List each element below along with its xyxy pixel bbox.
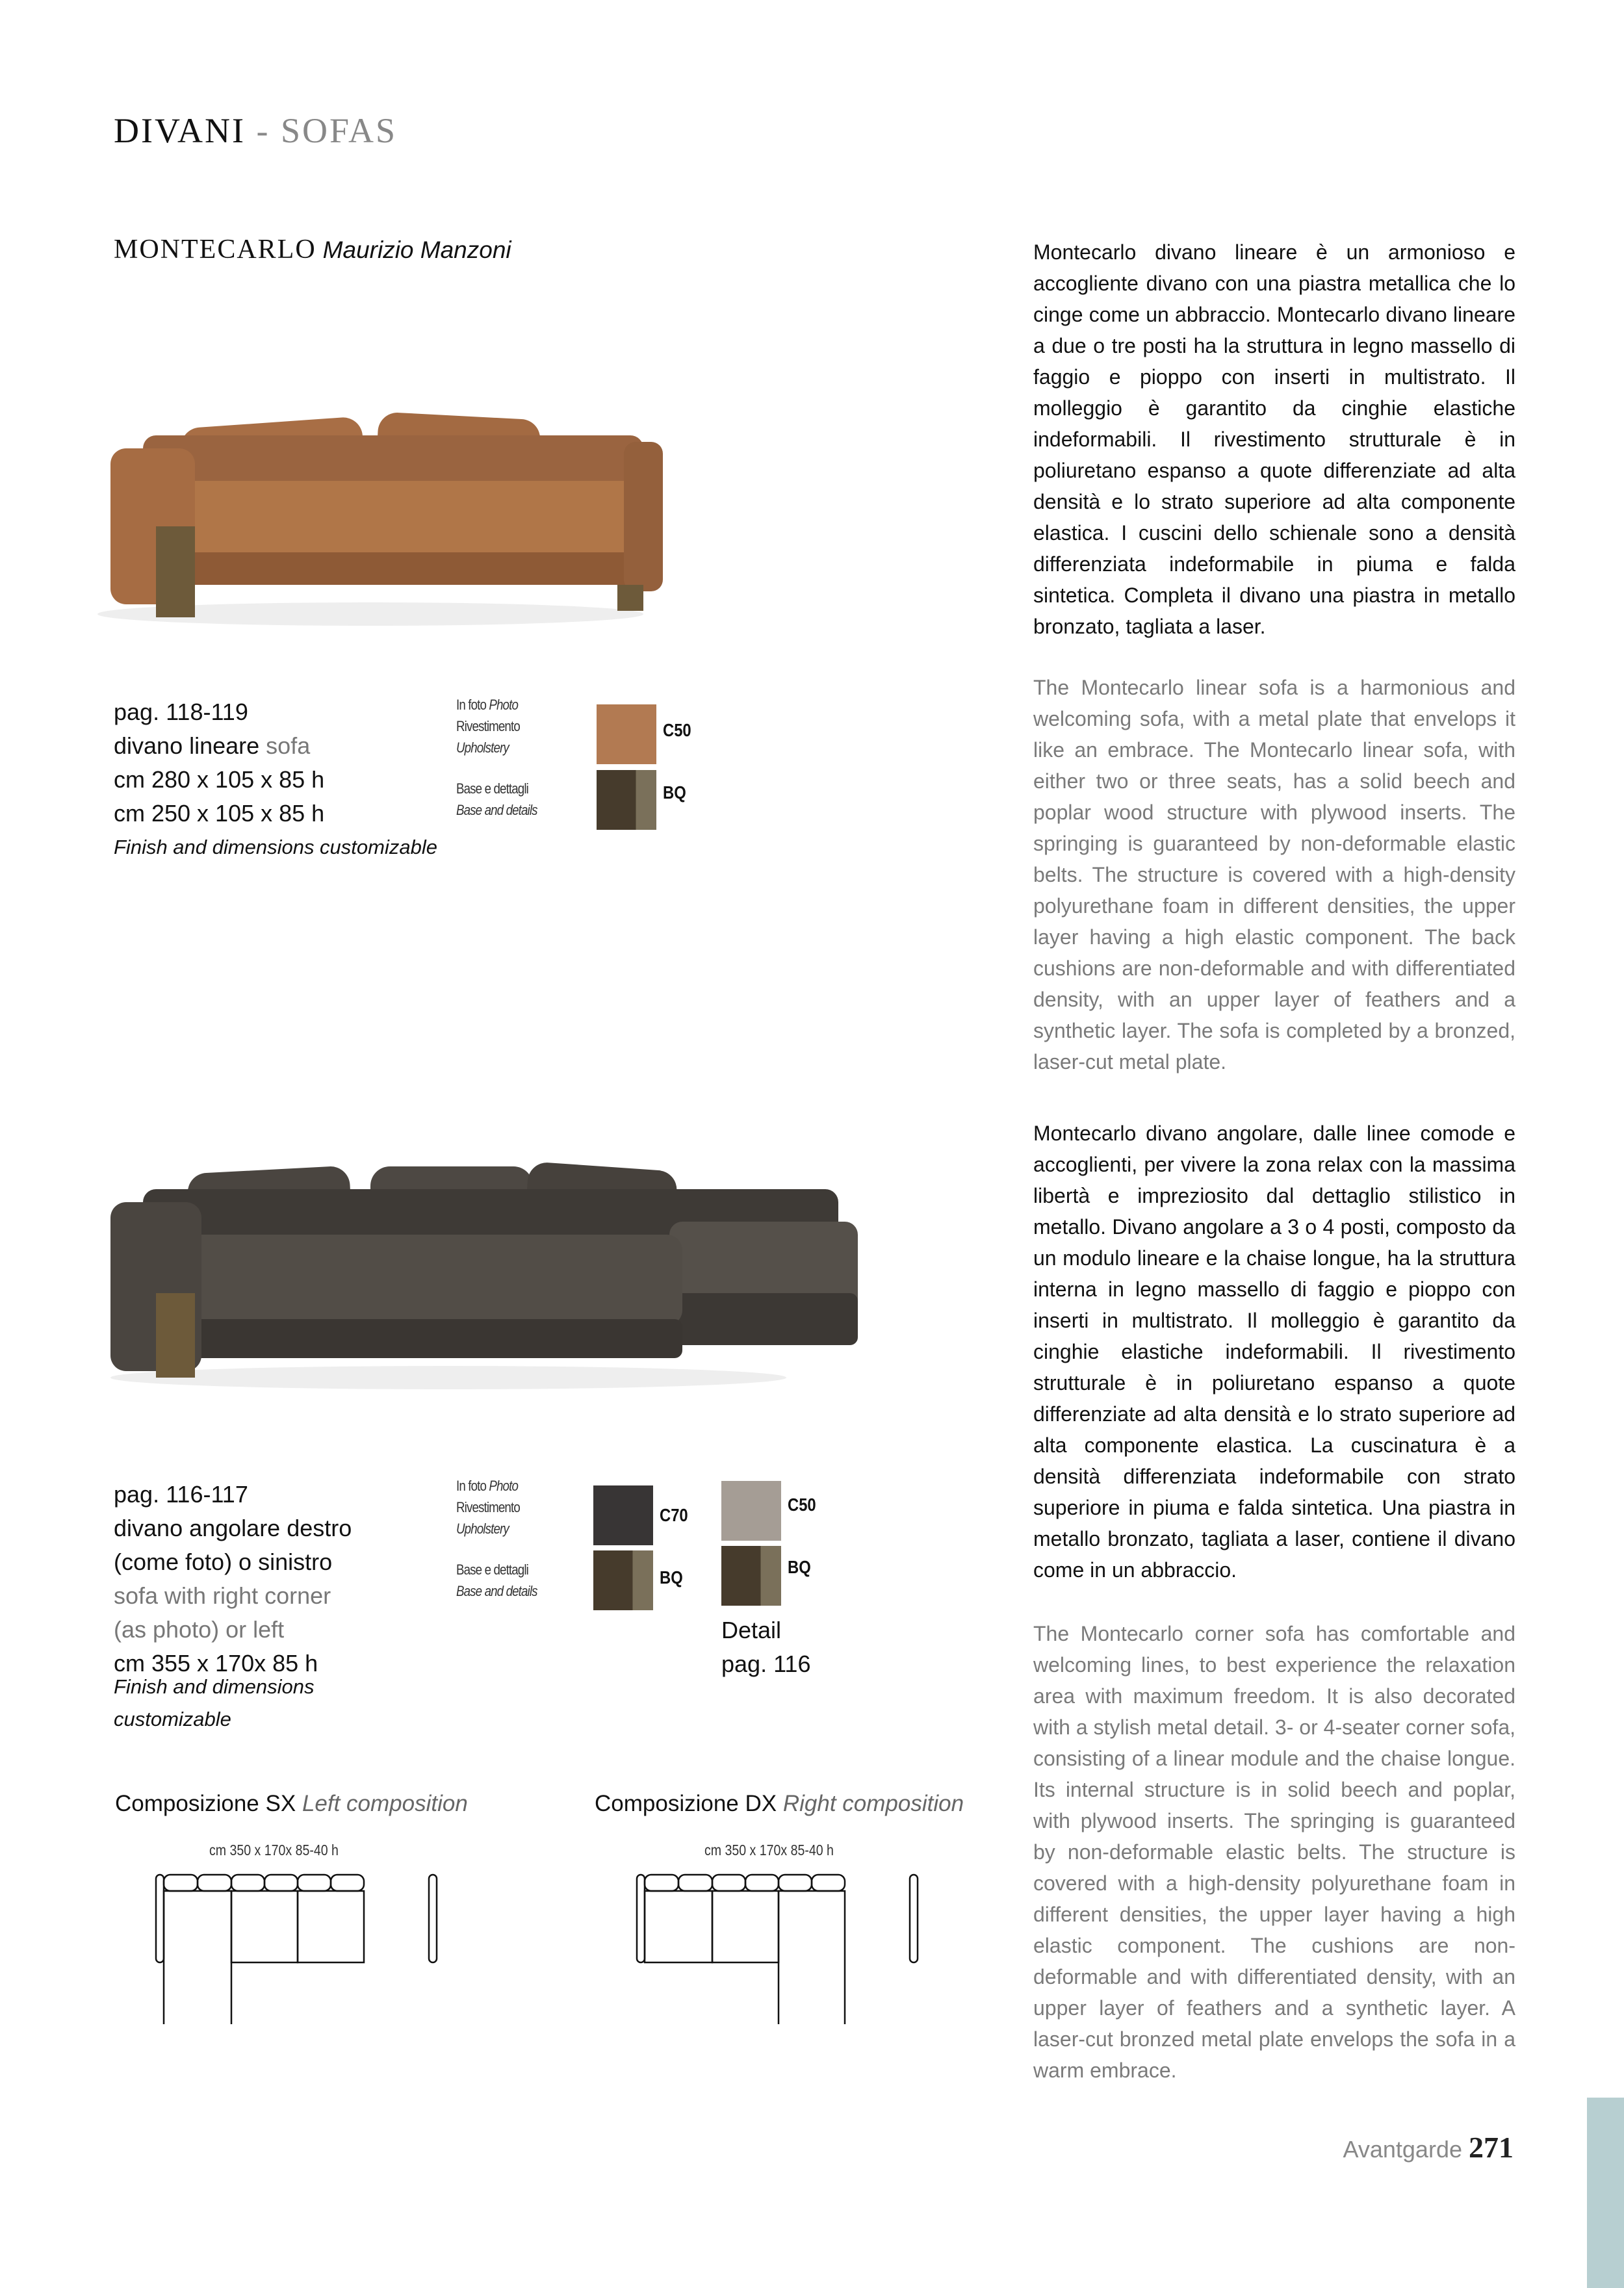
right-composition-diagram bbox=[634, 1868, 946, 2024]
composition-left-title: Composizione SX Left composition bbox=[115, 1791, 468, 1816]
swatch-code: BQ bbox=[663, 782, 686, 803]
swatch-bq bbox=[721, 1546, 781, 1606]
linear-sofa-specs: pag. 118-119 divano lineare sofa cm 280 x 105 x 85 h cm 250 x 105 x 85 h Finish and dimensions customizable bbox=[114, 699, 437, 858]
composition-right-title: Composizione DX Right composition bbox=[595, 1791, 964, 1816]
corner-sofa-description-it: Montecarlo divano angolare, dalle linee comode e accoglienti, per vivere la zona relax con la massima libertà e impreziosito dal dettaglio stilistico in metallo. Divano angolare a 3 o 4 posti, composto da un modulo lineare e la chaise longue, ha la struttura interna in legno massello di faggio e pioppo con inserti in multistrato. Il molleggio è garantito da cinghie elastiche indeformabili. Il rivestimento strutturale è in poliuretano espanso a quote differenziate ad alta densità e lo strato superiore ad alta componente elastica. La cuscinatura è a densità differenziata indeformabile con strato superiore in piuma e falda sintetica. Una piastra in metallo bronzato, tagliata a laser, contiene il divano come in un abbraccio. bbox=[1033, 1122, 1515, 1582]
swatch-c50 bbox=[597, 704, 656, 764]
swatch-bq bbox=[593, 1550, 653, 1610]
page-number: 271 bbox=[1469, 2131, 1514, 2164]
swatch-code: C50 bbox=[788, 1495, 816, 1515]
swatch-code: BQ bbox=[660, 1567, 683, 1587]
swatch-bq bbox=[597, 770, 656, 830]
designer-name: Maurizio Manzoni bbox=[322, 237, 511, 263]
detail-reference: Detail pag. 116 bbox=[721, 1617, 811, 1677]
linear-sofa-photo bbox=[78, 396, 663, 630]
composition-left-dims: cm 350 x 170x 85-40 h bbox=[209, 1842, 339, 1858]
page-title: DIVANI - SOFAS bbox=[114, 111, 398, 150]
corner-sofa-finish-labels: In foto Photo Rivestimento Upholstery Base e dettagli Base and details bbox=[456, 1478, 537, 1599]
swatch-code: BQ bbox=[788, 1557, 811, 1577]
swatch-code: C50 bbox=[663, 720, 691, 740]
swatch-c70 bbox=[593, 1485, 653, 1545]
page-footer: Avantgarde 271 bbox=[1343, 2131, 1514, 2164]
linear-sofa-description-en: The Montecarlo linear sofa is a harmonious and welcoming sofa, with a metal plate that envelops it like an embrace. The Montecarlo linear sofa, with either two or three seats, has a solid beech and poplar wood structure with plywood inserts. The springing is guaranteed by non-deformable elastic belts. The structure is covered with a high-density polyurethane foam in different densities, the upper layer having a high elastic component. The back cushions are non-deformable and with differentiated density, with an upper layer of feathers and a synthetic layer. The sofa is completed by a bronzed, laser-cut metal plate. bbox=[1033, 676, 1515, 1073]
left-composition-diagram bbox=[153, 1868, 465, 2024]
corner-sofa-description-en: The Montecarlo corner sofa has comfortable and welcoming lines, to best experience the relaxation area with maximum freedom. It is also decorated with a stylish metal detail. 3- or 4-seater corner sofa, consisting of a linear module and the chaise longue. Its internal structure is in solid beech and poplar, with plywood inserts. The springing is guaranteed by non-deformable elastic belts. The structure is covered with a high-density polyurethane foam in different densities, the upper layer having a high elastic component. The cushions are non-deformable and with differentiated density, with an upper layer of feathers and a synthetic layer. A laser-cut bronzed metal plate envelops the sofa in a warm embrace. bbox=[1033, 1622, 1515, 2082]
section-tab bbox=[1587, 2098, 1624, 2288]
swatch-c50 bbox=[721, 1481, 781, 1541]
linear-sofa-description-it: Montecarlo divano lineare è un armonioso e accogliente divano con una piastra metallica che lo cinge come un abbraccio. Montecarlo divano lineare a due o tre posti ha la struttura in legno massello di faggio e pioppo con inserti in multistrato. Il molleggio è garantito da cinghie elastiche indeformabili. Il rivestimento strutturale è in poliuretano espanso a quote differenziate ad alta densità e lo strato superiore ad alta componente elastica. I cuscini dello schienale sono a densità differenziata indeformabile in piuma e falda sintetica. Completa il divano una piastra in metallo bronzato, tagliata a laser. bbox=[1033, 240, 1515, 638]
corner-sofa-photo bbox=[84, 1150, 864, 1397]
product-title: MONTECARLO Maurizio Manzoni bbox=[114, 235, 511, 264]
composition-right-dims: cm 350 x 170x 85-40 h bbox=[704, 1842, 834, 1858]
swatch-code: C70 bbox=[660, 1505, 688, 1525]
linear-sofa-finish-labels: In foto Photo Rivestimento Upholstery Base e dettagli Base and details bbox=[456, 697, 537, 818]
corner-sofa-specs: pag. 116-117 divano angolare destro (come foto) o sinistro sofa with right corner (as photo) or left cm 355 x 170x 85 h Finish and dimensions customizable bbox=[114, 1481, 352, 1730]
